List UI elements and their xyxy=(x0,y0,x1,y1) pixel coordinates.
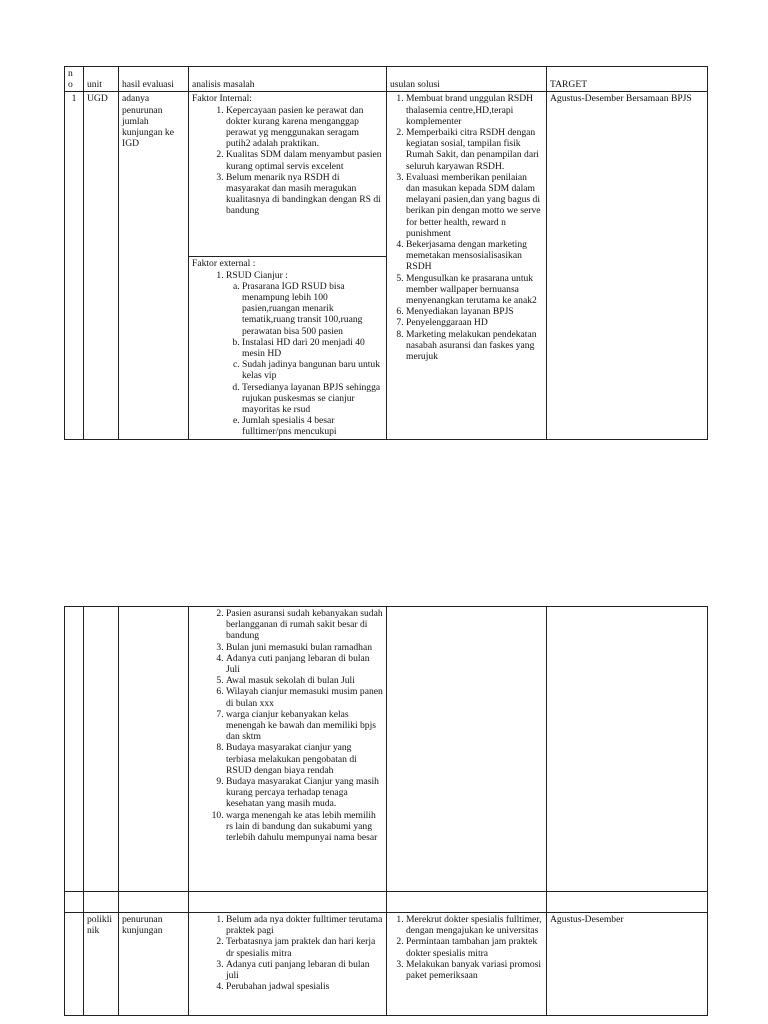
list-item: 6. Menyediakan layanan BPJS xyxy=(406,306,543,317)
solution-cell xyxy=(387,92,547,439)
list-item: 2. Kualitas SDM dalam menyambut pasien kurang optimal servis excelent xyxy=(226,149,383,171)
list-item: 3. Evaluasi memberikan penilaian dan masukan kepada SDM dalam melayani pasien,dan yang bagus di berikan pin dengan motto we serve for better health, reward n punishment xyxy=(406,172,543,239)
solution-list xyxy=(390,93,543,362)
header-unit: unit xyxy=(84,67,119,92)
external-factors-cell xyxy=(189,257,387,439)
list-item: c. Sudah jadinya bangunan baru untuk kelas vip xyxy=(242,359,383,381)
list-item: 10. warga menengah ke atas lebih memilih rs lain di bandung dan sukabumi yang terlebih dahulu mempunyai nama besar xyxy=(226,810,383,844)
evaluation-table-bottom xyxy=(64,606,708,1016)
list-item: 1. Belum ada nya dokter fulltimer terutama praktek pagi xyxy=(226,914,383,936)
list-item: 2. Pasien asuransi sudah kebanyakan sudah berlangganan di rumah sakit besar di bandung xyxy=(226,608,383,642)
list-item: 7. Penyelenggaraan HD xyxy=(406,317,543,328)
table-row xyxy=(65,892,708,913)
list-item: 2. Terbatasnya jam praktek dan hari kerja dr spesialis mitra xyxy=(226,936,383,958)
list-item: 4. Perubahan jadwal spesialis xyxy=(226,981,383,992)
external-factors-title: Faktor external : xyxy=(192,258,256,270)
external-factors-continued xyxy=(189,607,387,892)
analysis-cell xyxy=(189,913,387,1016)
external-item-title: RSUD Cianjur : xyxy=(226,269,288,281)
list-item xyxy=(226,270,383,438)
row-unit: poliklinik xyxy=(84,913,119,1016)
list-item: 8. Budaya masyarakat cianjur yang terbiasa melakukan pengobatan di RSUD dengan biaya rendah xyxy=(226,742,383,776)
target-cell: Agustus-Desember Bersamaan BPJS xyxy=(547,92,708,439)
list-item: 4. Bekerjasama dengan marketing memetakan mensosialisasikan RSDH xyxy=(406,239,543,273)
solution-cell xyxy=(387,913,547,1016)
list-item: 5. Awal masuk sekolah di bulan Juli xyxy=(226,675,383,686)
internal-factors-list xyxy=(192,105,383,217)
table-row xyxy=(65,913,708,1016)
list-item: 2. Memperbaiki citra RSDH dengan kegiatan sosial, tampilan fisik Rumah Sakit, dan penampilan dari seluruh karyawan RSDH. xyxy=(406,127,543,172)
table-row xyxy=(65,607,708,892)
list-item: b. Instalasi HD dari 20 menjadi 40 mesin HD xyxy=(242,337,383,359)
external-factors-list xyxy=(192,270,383,438)
list-item: a. Prasarana IGD RSUD bisa menampung lebih 100 pasien,ruangan menarik tematik,ruang transit 100,ruang perawatan bisa 500 pasien xyxy=(242,281,383,337)
list-item: 3. Adanya cuti panjang lebaran di bulan juli xyxy=(226,959,383,981)
table-header-row xyxy=(65,67,708,92)
list-item: 3. Belum menarik nya RSDH di masyarakat dan masih meragukan kualitasnya di bandingkan dengan RS di bandung xyxy=(226,172,383,217)
table-row xyxy=(65,92,708,257)
header-hasil: hasil evaluasi xyxy=(119,67,189,92)
analysis-list xyxy=(192,914,383,992)
row-hasil: penurunan kunjungan xyxy=(119,913,189,1016)
list-item: 3. Melakukan banyak variasi promosi paket pemeriksaan xyxy=(406,959,543,981)
list-item: 8. Marketing melakukan pendekatan nasabah asuransi dan faskes yang merujuk xyxy=(406,329,543,363)
header-analisis: analisis masalah xyxy=(189,67,387,92)
list-item: 5. Mengusulkan ke prasarana untuk member wallpaper bernuansa menyenangkan terutama ke anak2 xyxy=(406,273,543,307)
solution-list xyxy=(390,914,543,981)
list-item: 9. Budaya masyarakat Cianjur yang masih kurang percaya terhadap tenaga kesehatan yang masih muda. xyxy=(226,776,383,810)
internal-factors-cell xyxy=(189,92,387,257)
target-cell: Agustus-Desember xyxy=(547,913,708,1016)
list-item: d. Tersedianya layanan BPJS sehingga rujukan puskesmas se cianjur mayoritas ke rsud xyxy=(242,382,383,416)
list-item: e. Jumlah spesialis 4 besar fulltimer/pns mencukupi xyxy=(242,415,383,437)
row-hasil: adanya penurunan jumlah kunjungan ke IGD xyxy=(119,92,189,439)
list-item: 3. Bulan juni memasuki bulan ramadhan xyxy=(226,642,383,653)
list-item: 1. Membuat brand unggulan RSDH thalasemia centre,HD,terapi komplementer xyxy=(406,93,543,127)
list-item: 2. Permintaan tambahan jam praktek dokter spesialis mitra xyxy=(406,936,543,958)
internal-factors-title: Faktor Internal: xyxy=(192,93,252,105)
external-factors-list-continued xyxy=(192,608,383,843)
header-no: n o xyxy=(65,67,84,92)
row-no: 1 xyxy=(65,92,84,439)
list-item: 1. Kepercayaan pasien ke perawat dan dokter kurang karena menganggap perawat yg menggunakan seragam putih2 adalah praktikan. xyxy=(226,105,383,150)
page-break xyxy=(0,488,768,598)
header-target: TARGET xyxy=(547,67,708,92)
evaluation-table-top xyxy=(64,66,708,440)
list-item: 6. Wilayah cianjur memasuki musim panen di bulan xxx xyxy=(226,686,383,708)
list-item: 4. Adanya cuti panjang lebaran di bulan Juli xyxy=(226,653,383,675)
row-unit: UGD xyxy=(84,92,119,439)
header-usulan: usulan solusi xyxy=(387,67,547,92)
list-item: 1. Merekrut dokter spesialis fulltimer, dengan mengajukan ke universitas xyxy=(406,914,543,936)
list-item: 7. warga cianjur kebanyakan kelas menengah ke bawah dan memiliki bpjs dan sktm xyxy=(226,709,383,743)
external-sub-list xyxy=(226,281,383,438)
